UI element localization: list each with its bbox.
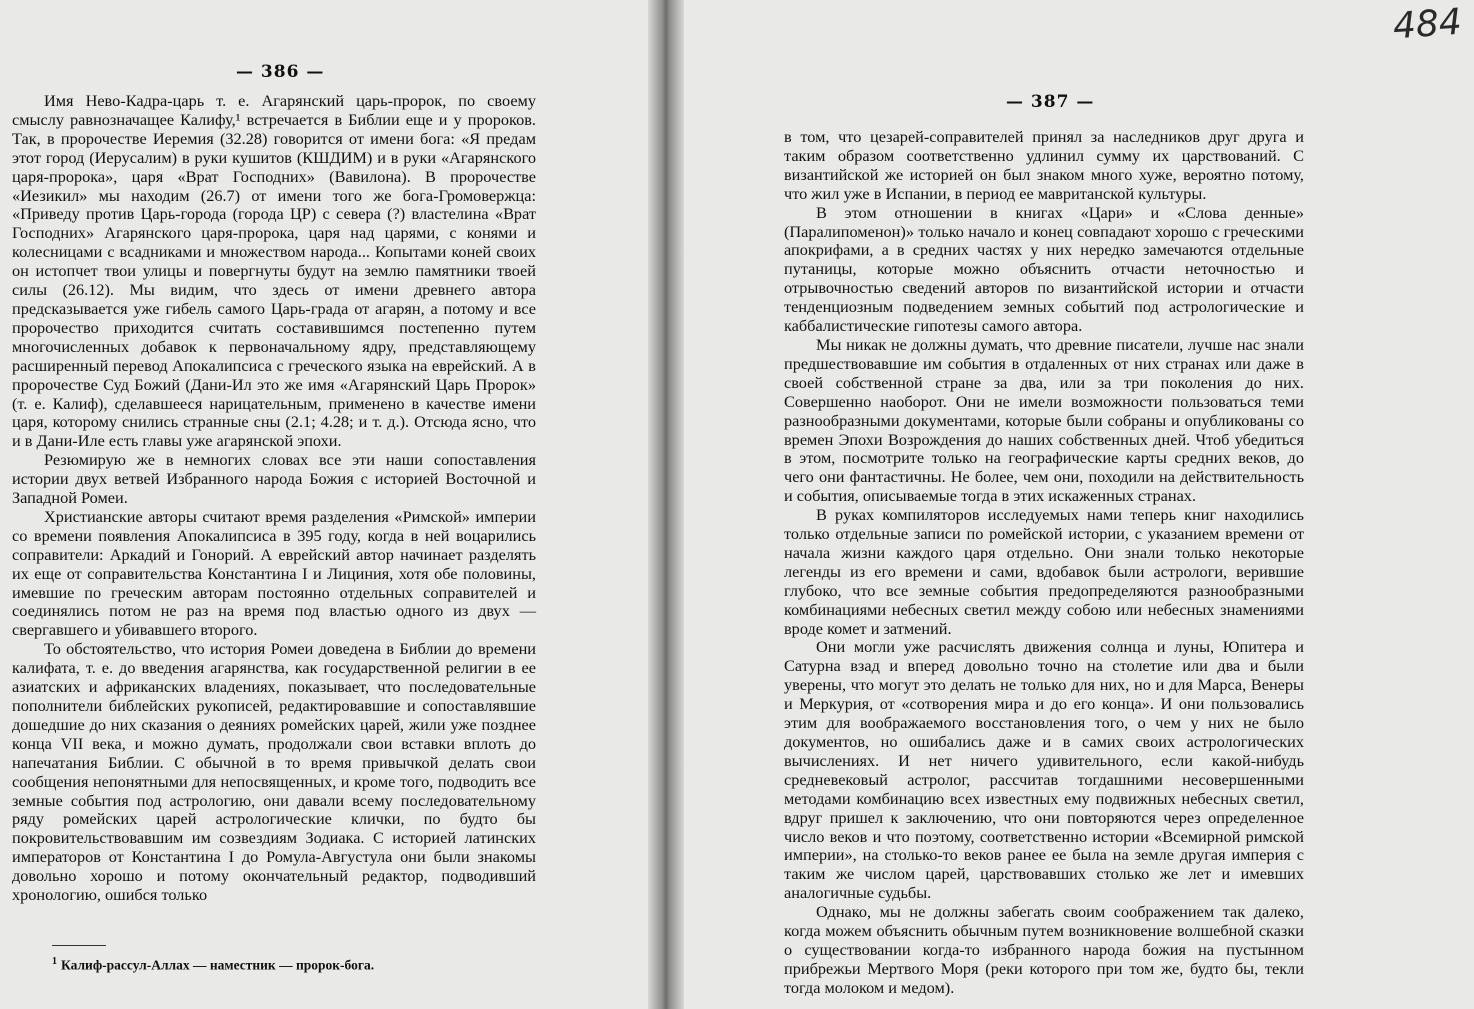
paragraph: Резюмирую же в немногих словах все эти наши сопоставления истории двух ветвей Избранного народа Божия с историей Восточной и Западной Ромеи. [12, 450, 536, 508]
paragraph: То обстоятельство, что история Ромеи доведена в Библии до времени калифата, т. е. до введения агарянства, как государственной религии в ее азиатских и африканских владениях, показывает, что последовательные пополнители библейских рукописей, редактировавшие и сопоставлявшие дошедшие до них сказания о деяниях ромейских царей, жили уже позднее конца VII века, и можно думать, продолжали свои вставки вплоть до напечатания Библии. С обычной в то время привычкой делать свои сообщения непонятными для непосвященных, и кроме того, подводить все земные события под астрологию, они давали всему последовательному ряду ромейских царей астрологические клички, по будто бы покровительствовавшим им созвездиям Зодиака. С историей латинских императоров от Константина I до Ромула-Августула они были знакомы довольно хорошо и потому окончательный редактор, подводивший хронологию, ошибся только [12, 639, 536, 905]
paragraph: В этом отношении в книгах «Цари» и «Слова денные» (Паралипоменон)» только начало и конец совпадают хорошо с греческими апокрифами, а в средних частях у них нередко замечаются отдельные путаницы, которые можно объяснить отчасти неточностью и отрывочностью сведений авторов по византийской истории и отчасти тенденциозным подведением земных событий под астрологические и каббалистические гипотезы самого автора. [784, 202, 1304, 336]
right-page-body [784, 128, 1304, 998]
footnote-divider [52, 945, 106, 946]
paragraph: Они могли уже расчислять движения солнца и луны, Юпитера и Сатурна взад и вперед довольно точно на столетие или два и были уверены, что могут это делать не только для них, но и для Марса, Венеры и Меркурия, от «сотворения мира и до его конца». И они пользовались этим для воображаемого восстановления того, о чем у них не было документов, но ошибались даже и в самих своих астрологических вычислениях. И нет ничего удивительного, если какой-нибудь средневековый астролог, рассчитав тогдашними несовершенными методами комбинацию всех известных ему подвижных небесных светил, вдруг пришел к заключению, что они повторяются через определенное число веков и что поэтому, соответственно истории «Всемирной римской империи», на столько-то веков ранее ее была на земле другая империя с таким же числом царей, царствовавших столько же лет и имевших аналогичные судьбы. [784, 637, 1304, 903]
handwritten-page-number: 484 [1391, 1, 1464, 48]
footnote-text: Калиф-рассул-Аллах — наместник — пророк-бога. [61, 957, 375, 973]
footnote [52, 956, 374, 974]
paragraph: в том, что цезарей-соправителей принял за наследников друг друга и таким образом соответственно удлинил сумму их царствований. С византийской же историей он был знаком много хуже, вероятно потому, что жил уже в Испании, в период ее мавританской культуры. [784, 127, 1304, 203]
paragraph: Мы никак не должны думать, что древние писатели, лучше нас знали предшествовавшие им события в отдаленных от них странах или даже в своей собственной стране за два, или за три поколения до них. Совершенно наоборот. Они не имели возможности пользоваться теми разнообразными документами, которые были собраны и опубликованы со времен Эпохи Возрождения до наших собственных дней. Чтоб убедиться в этом, посмотрите только на географические карты средних веков, до чего они фантастичны. Не более, чем они, походили на действительность и события, описываемые тогда в этих искаженных странах. [784, 334, 1304, 506]
paragraph: Однако, мы не должны забегать своим соображением так далеко, когда можем объяснить обычным путем возникновение волшебной сказки о существовании когда-то избранного народа божия на пустынном прибрежьи Мертвого Моря (реки которого при том же, будто бы, текли тогда молоком и медом). [784, 902, 1304, 997]
left-page-body [12, 92, 536, 905]
footnote-mark: 1 [52, 956, 57, 967]
book-gutter [648, 0, 684, 1009]
right-page [684, 0, 1474, 1009]
paragraph: Христианские авторы считают время разделения «Римской» империи со времени появления Апокалипсиса в 395 году, когда в ней воцарились соправители: Аркадий и Гонорий. А еврейский автор начинает разделять их еще от соправительства Константина I и Лициния, хотя обе половины, имевшие по греческим авторам постоянно отдельных соправителей и соединялись потом не раз на время под властью одного из двух — свергавшего и убивавшего второго. [12, 506, 536, 640]
paragraph: В руках компиляторов исследуемых нами теперь книг находились только отдельные записи по ромейской истории, с указанием времени от начала жизни каждого царя отдельно. Они знали только некоторые легенды из его времени и сами, вдобавок были астрологи, верившие глубоко, что все земные события предопределяются разнообразными комбинациями небесных светил между собою или небесных знамениями вроде комет и затмений. [784, 505, 1304, 638]
page-number: — 386 — [236, 62, 325, 82]
page-number: — 387 — [1006, 92, 1095, 112]
left-page [0, 0, 650, 1009]
paragraph: Имя Нево-Кадра-царь т. е. Агарянский царь-пророк, по своему смыслу равнозначащее Калифу,¹ встречается в Библии еще и у пророков. Так, в пророчестве Иеремия (32.28) говорится от имени бога: «Я предам этот город (Иерусалим) в руки кушитов (КШДИМ) и в руки «Агарянского царя-пророка», царя «Врат Господних» (Вавилона). В пророчестве «Иезикил» мы находим (26.7) от имени того же бога-Громовержца: «Приведу против Царь-города (города ЦР) с севера (?) властелина «Врат Господних» Агарянского царя-пророка, царя над царями, с конями и колесницами с всадниками и множеством народа... Копытами коней своих он истопчет твои улицы и повергнуты будут на землю памятники твоей силы (26.12). Мы видим, что здесь от имени древнего автора предсказывается уже гибель самого Царь-града от агарян, а потому и все пророчество приходится считать составившимся постепенно путем многочисленных добавок к первоначальному ядру, представляющему расширенный перевод Апокалипсиса с греческого языка на еврейский. А в пророчестве Суд Божий (Дани-Ил это же имя «Агарянский Царь Пророк» (т. е. Калиф), сделавшееся нарицательным, применено в качестве имени царя, которому снились странные сны (2.1; 4.28; и т. д.). Отсюда ясно, что и в Дани-Иле есть главы уже агарянской эпохи. [12, 91, 536, 451]
